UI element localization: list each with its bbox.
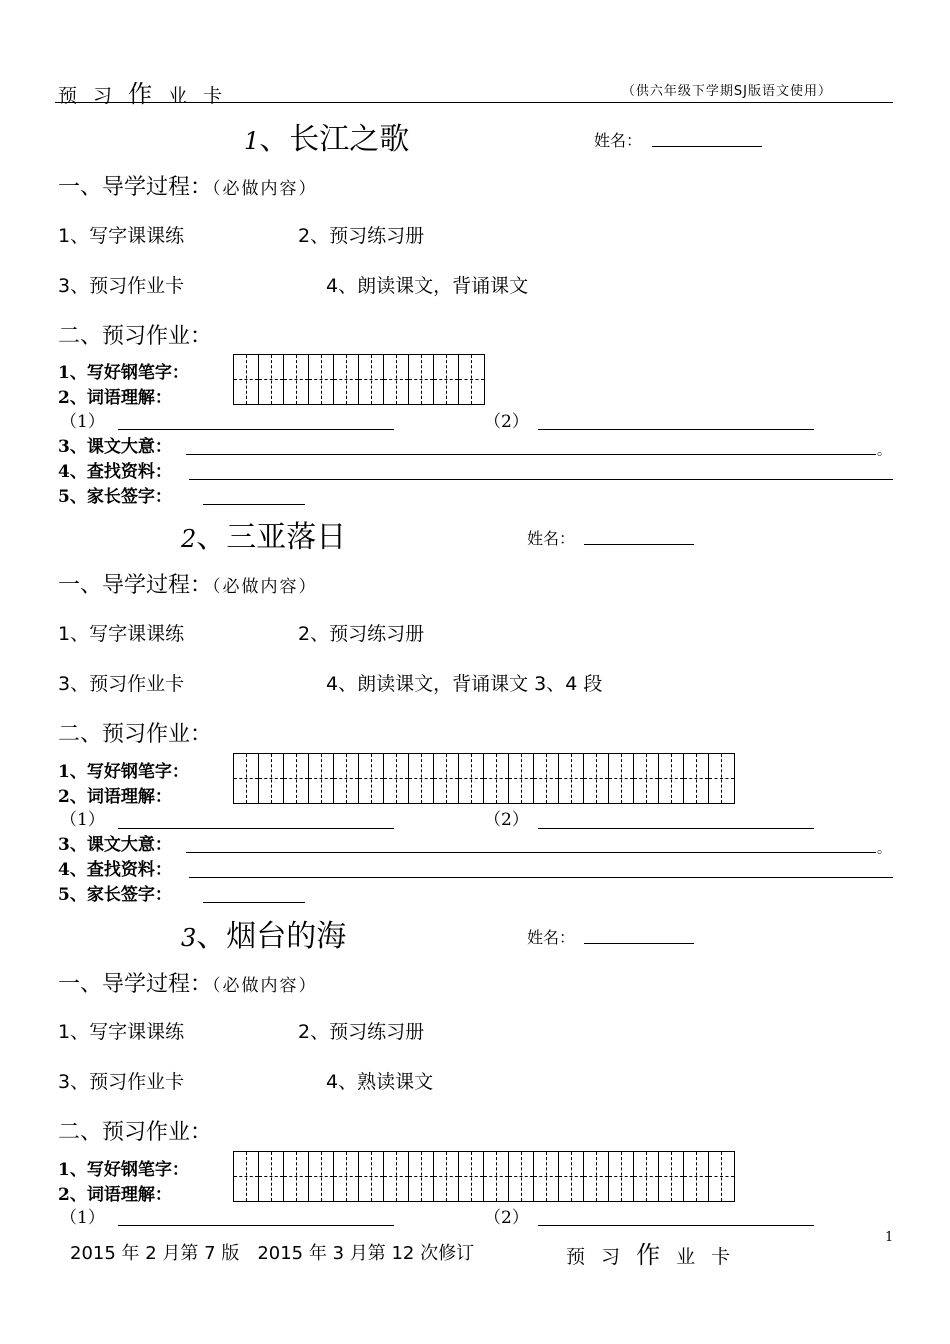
grid-cell[interactable]	[409, 1152, 434, 1201]
grid-cell[interactable]	[384, 754, 409, 803]
grid-cell[interactable]	[234, 1152, 259, 1201]
handwriting-grid[interactable]	[233, 753, 735, 804]
grid-cell[interactable]	[334, 754, 359, 803]
grid-cell[interactable]	[384, 355, 409, 404]
blank-2-label: （2）	[484, 1208, 529, 1228]
grid-cell[interactable]	[259, 754, 284, 803]
section-guided-learning	[58, 568, 318, 599]
handwriting-grid[interactable]	[233, 354, 485, 405]
question-word-meaning: 2、词语理解：	[58, 787, 172, 807]
section-preview-homework: 二、预习作业：	[58, 324, 213, 349]
name-label: 姓名：	[594, 131, 643, 150]
blank-2-line[interactable]	[538, 1225, 814, 1226]
lesson-title	[244, 114, 409, 158]
period-mark: 。	[877, 841, 891, 857]
lesson-number: 3	[181, 924, 197, 952]
task-item: 1、写字课课练	[58, 225, 185, 247]
main-idea-line[interactable]	[186, 454, 876, 455]
grid-cell[interactable]	[284, 1152, 309, 1201]
grid-cell[interactable]	[484, 1152, 509, 1201]
grid-cell[interactable]	[534, 1152, 559, 1201]
lesson-title-text: 三亚落日	[226, 520, 347, 555]
lesson-title-sep: 、	[196, 919, 227, 954]
section-title: 一、导学过程：	[58, 573, 213, 598]
header-title-part: 预 习	[58, 85, 129, 107]
blank-1-line[interactable]	[118, 1225, 394, 1226]
grid-cell[interactable]	[309, 754, 334, 803]
grid-cell[interactable]	[559, 754, 584, 803]
page-number: 1	[885, 1230, 894, 1245]
section-guided-learning	[58, 967, 318, 998]
question-parent-signature: 5、家长签字：	[58, 885, 172, 905]
blank-2-line[interactable]	[538, 429, 814, 430]
section-note: （必做内容）	[212, 577, 318, 597]
grid-cell[interactable]	[459, 355, 484, 404]
grid-cell[interactable]	[584, 754, 609, 803]
grid-cell[interactable]	[334, 355, 359, 404]
question-handwriting: 1、写好钢笔字：	[58, 363, 189, 383]
footer-title-part: 作	[636, 1241, 666, 1269]
lesson-title	[181, 512, 346, 556]
blank-2-label: （2）	[484, 810, 529, 830]
blank-1-line[interactable]	[118, 429, 394, 430]
grid-cell[interactable]	[559, 1152, 584, 1201]
grid-cell[interactable]	[684, 1152, 709, 1201]
section-preview-homework: 二、预习作业：	[58, 1120, 213, 1145]
grid-cell[interactable]	[709, 754, 734, 803]
grid-cell[interactable]	[509, 1152, 534, 1201]
grid-cell[interactable]	[659, 1152, 684, 1201]
grid-cell[interactable]	[334, 1152, 359, 1201]
lesson-number: 2	[181, 525, 197, 553]
handwriting-grid[interactable]	[233, 1151, 735, 1202]
research-line[interactable]	[189, 877, 893, 878]
task-item: 3、预习作业卡	[58, 673, 185, 695]
name-field[interactable]	[652, 146, 762, 147]
grid-cell[interactable]	[409, 754, 434, 803]
header-rule	[55, 102, 893, 103]
parent-signature-line[interactable]	[203, 902, 305, 903]
grid-cell[interactable]	[434, 754, 459, 803]
lesson-number: 1	[244, 127, 260, 155]
grid-cell[interactable]	[234, 355, 259, 404]
grid-cell[interactable]	[309, 355, 334, 404]
grid-cell[interactable]	[259, 355, 284, 404]
grid-cell[interactable]	[459, 1152, 484, 1201]
name-label: 姓名：	[527, 529, 576, 548]
footer-title	[566, 1235, 735, 1270]
blank-1-label: （1）	[60, 810, 105, 830]
grid-cell[interactable]	[659, 754, 684, 803]
name-label: 姓名：	[527, 928, 576, 947]
task-item: 2、预习练习册	[298, 623, 425, 645]
parent-signature-line[interactable]	[203, 504, 305, 505]
lesson-title-sep: 、	[196, 520, 227, 555]
grid-cell[interactable]	[359, 1152, 384, 1201]
grid-cell[interactable]	[434, 1152, 459, 1201]
blank-2-label: （2）	[484, 412, 529, 432]
question-main-idea: 3、课文大意：	[58, 437, 172, 457]
task-item: 1、写字课课练	[58, 1021, 185, 1043]
grid-cell[interactable]	[234, 754, 259, 803]
header-title-part: 业 卡	[157, 85, 228, 107]
grid-cell[interactable]	[609, 754, 634, 803]
grid-cell[interactable]	[709, 1152, 734, 1201]
grid-cell[interactable]	[359, 355, 384, 404]
blank-1-label: （1）	[60, 412, 105, 432]
blank-2-line[interactable]	[538, 828, 814, 829]
grid-cell[interactable]	[284, 355, 309, 404]
grid-cell[interactable]	[259, 1152, 284, 1201]
blank-1-line[interactable]	[118, 828, 394, 829]
section-guided-learning	[58, 170, 318, 201]
grid-cell[interactable]	[484, 754, 509, 803]
task-item: 2、预习练习册	[298, 225, 425, 247]
footer-title-part: 预 习	[566, 1246, 637, 1268]
grid-cell[interactable]	[409, 355, 434, 404]
grid-cell[interactable]	[309, 1152, 334, 1201]
grid-cell[interactable]	[634, 1152, 659, 1201]
task-item: 3、预习作业卡	[58, 1071, 185, 1093]
blank-1-label: （1）	[60, 1208, 105, 1228]
section-note: （必做内容）	[212, 976, 318, 996]
task-item: 4、朗读课文，背诵课文 3、4 段	[326, 673, 603, 695]
name-field[interactable]	[584, 943, 694, 944]
research-line[interactable]	[189, 479, 893, 480]
task-item: 1、写字课课练	[58, 623, 185, 645]
footer-title-part: 业 卡	[665, 1246, 736, 1268]
header-usage-note: （供六年级下学期SJ版语文使用）	[621, 84, 832, 99]
grid-cell[interactable]	[584, 1152, 609, 1201]
edition-note: 2015 年 2 月第 7 版 2015 年 3 月第 12 次修订	[70, 1243, 475, 1264]
main-idea-line[interactable]	[186, 852, 876, 853]
question-word-meaning: 2、词语理解：	[58, 1185, 172, 1205]
question-research: 4、查找资料：	[58, 462, 172, 482]
section-title: 一、导学过程：	[58, 175, 213, 200]
question-handwriting: 1、写好钢笔字：	[58, 1160, 189, 1180]
grid-cell[interactable]	[384, 1152, 409, 1201]
lesson-title-text: 长江之歌	[289, 122, 410, 157]
grid-cell[interactable]	[684, 754, 709, 803]
name-field[interactable]	[584, 544, 694, 545]
task-item: 4、熟读课文	[326, 1071, 434, 1093]
grid-cell[interactable]	[534, 754, 559, 803]
grid-cell[interactable]	[509, 754, 534, 803]
section-preview-homework: 二、预习作业：	[58, 722, 213, 747]
grid-cell[interactable]	[609, 1152, 634, 1201]
question-main-idea: 3、课文大意：	[58, 835, 172, 855]
lesson-title	[181, 911, 346, 955]
header-title	[58, 74, 227, 109]
question-research: 4、查找资料：	[58, 860, 172, 880]
lesson-title-text: 烟台的海	[226, 919, 347, 954]
grid-cell[interactable]	[284, 754, 309, 803]
lesson-title-sep: 、	[259, 122, 290, 157]
section-title: 一、导学过程：	[58, 972, 213, 997]
question-parent-signature: 5、家长签字：	[58, 487, 172, 507]
task-item: 2、预习练习册	[298, 1021, 425, 1043]
grid-cell[interactable]	[359, 754, 384, 803]
task-item: 4、朗读课文，背诵课文	[326, 275, 529, 297]
grid-cell[interactable]	[634, 754, 659, 803]
question-handwriting: 1、写好钢笔字：	[58, 762, 189, 782]
grid-cell[interactable]	[434, 355, 459, 404]
section-note: （必做内容）	[212, 179, 318, 199]
question-word-meaning: 2、词语理解：	[58, 388, 172, 408]
grid-cell[interactable]	[459, 754, 484, 803]
period-mark: 。	[877, 443, 891, 459]
header-title-part: 作	[128, 80, 158, 108]
task-item: 3、预习作业卡	[58, 275, 185, 297]
